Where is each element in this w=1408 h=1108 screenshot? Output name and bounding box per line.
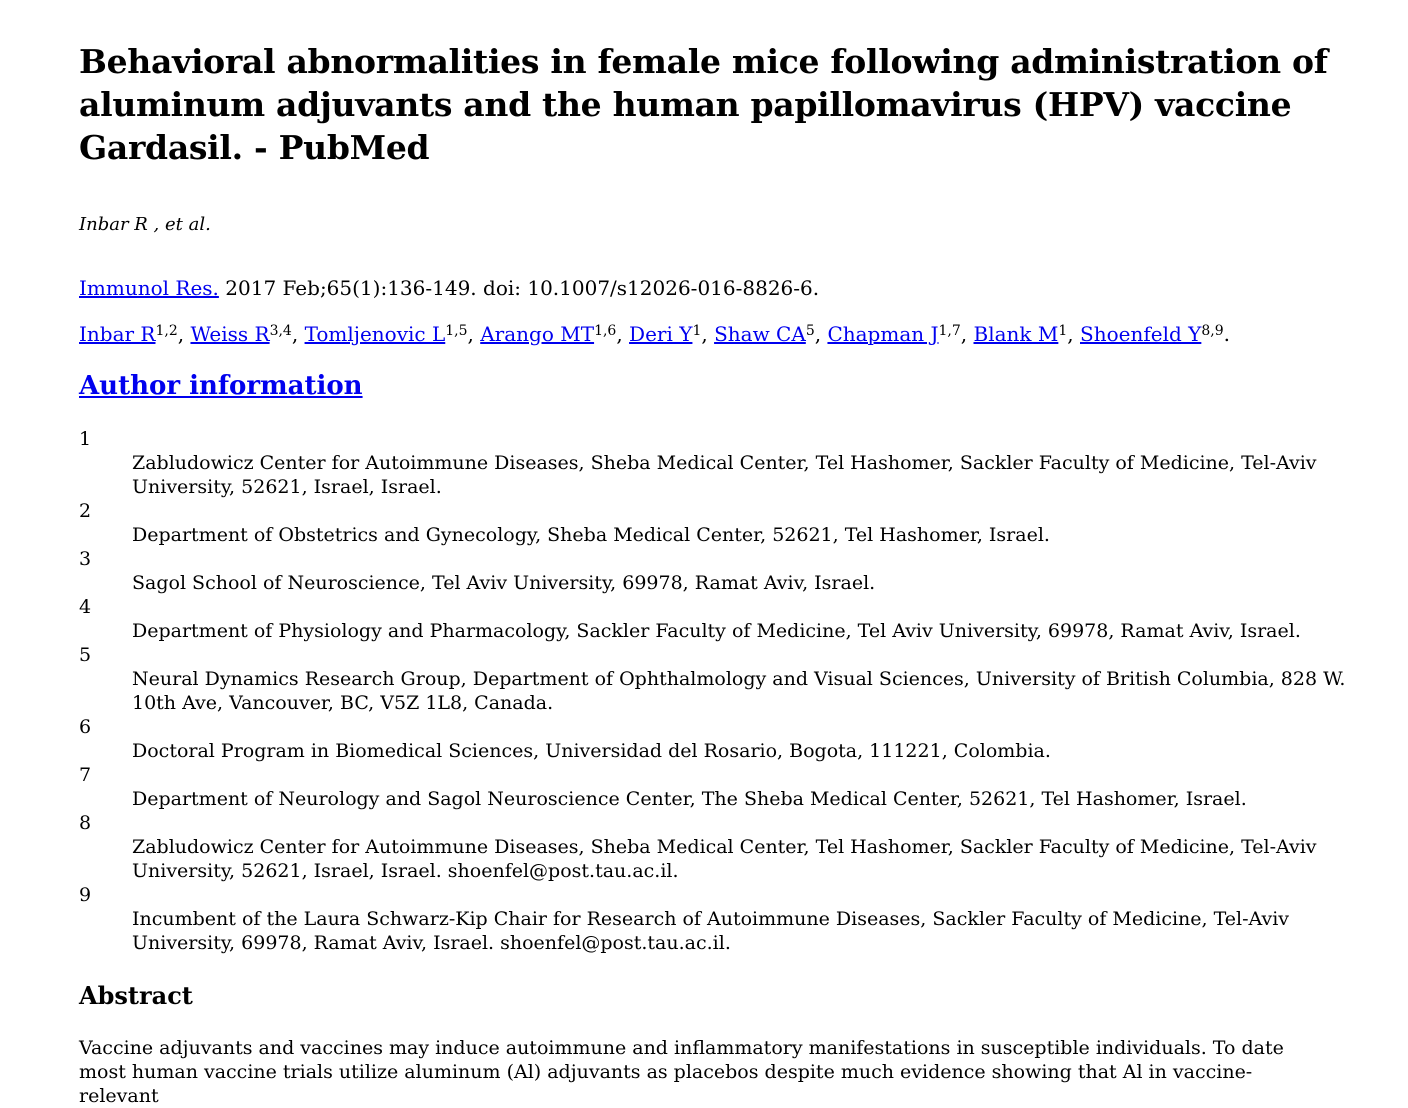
author-affil-ref: 1 — [1058, 323, 1068, 339]
affiliation-list — [79, 427, 1369, 955]
author-affil-ref: 3,4 — [269, 323, 292, 339]
affiliation-number: 8 — [79, 812, 92, 834]
affiliation-number: 9 — [79, 884, 92, 906]
citation — [79, 275, 1369, 301]
affiliation-number: 5 — [79, 644, 92, 666]
author-affil-ref: 1 — [692, 323, 702, 339]
author-link[interactable]: Chapman J — [827, 322, 939, 346]
author-information-link[interactable]: Author information — [79, 371, 363, 401]
affiliation-text: Neural Dynamics Research Group, Department of Ophthalmology and Visual Sciences, University of British Columbia, 828 W. 10th Ave, Vancouver, BC, V5Z 1L8, Canada. — [132, 668, 1346, 714]
author-list: Inbar R$^{1,2}$, Weiss R$^{3,4}$, Tomljenovic L$^{1,5}$, Arango MT$^{1,6}$, Deri $Y^1$, Shaw $CA^5$, Chapman J$^{1,7}$, Blank $M^1$, Shoenfeld Y$^{8,9}$. — [79, 322, 1230, 346]
citation-details: 2017 Feb;65(1):136-149. doi: 10.1007/s12026-016-8826-6. — [218, 276, 820, 300]
author-link[interactable]: Blank M — [973, 322, 1059, 346]
affiliation-number: 4 — [79, 596, 92, 618]
author-affil-ref: 1,5 — [445, 323, 468, 339]
journal-link[interactable]: Immunol Res. — [79, 276, 219, 300]
affiliation-number: 2 — [79, 500, 92, 522]
affiliation-text: Department of Neurology and Sagol Neuroscience Center, The Sheba Medical Center, 52621, Tel Hashomer, Israel. — [132, 788, 1247, 810]
author-affil-ref: 1,2 — [155, 323, 178, 339]
author-link[interactable]: Shoenfeld Y — [1080, 322, 1202, 346]
author-affil-ref: 8,9 — [1201, 323, 1224, 339]
article-title: Behavioral abnormalities in female mice following administration of aluminum adjuvants and the human papillomavirus (HPV) vaccine Gardasil. - PubMed — [79, 42, 1328, 167]
affiliation-text: Zabludowicz Center for Autoimmune Diseases, Sheba Medical Center, Tel Hashomer, Sackler Faculty of Medicine, Tel-Aviv University, 52621, Israel, Israel. — [132, 452, 1317, 498]
affiliation-number: 1 — [79, 428, 92, 450]
affiliation-number: 7 — [79, 764, 92, 786]
affiliation-text: Department of Physiology and Pharmacology, Sackler Faculty of Medicine, Tel Aviv University, 69978, Ramat Aviv, Israel. — [132, 620, 1301, 642]
author-link[interactable]: Arango MT — [480, 322, 595, 346]
affiliation-text: Doctoral Program in Biomedical Sciences, Universidad del Rosario, Bogota, 111221, Colombia. — [132, 740, 1051, 762]
affiliation-text: Sagol School of Neuroscience, Tel Aviv University, 69978, Ramat Aviv, Israel. — [132, 572, 876, 594]
author-link[interactable]: Shaw CA — [714, 322, 806, 346]
affiliation-text: Zabludowicz Center for Autoimmune Diseases, Sheba Medical Center, Tel Hashomer, Sackler Faculty of Medicine, Tel-Aviv University, 52621, Israel, Israel. shoenfel@post.tau.ac.il. — [132, 836, 1317, 882]
author-link[interactable]: Weiss R — [190, 322, 270, 346]
author-link[interactable]: Deri Y — [629, 322, 693, 346]
byline: Inbar R , et al. — [79, 214, 211, 235]
abstract-text: Vaccine adjuvants and vaccines may induce autoimmune and inflammatory manifestations in susceptible individuals. To date most human vaccine trials utilize aluminum (Al) adjuvants as placebos despite much evidence showing that Al in vaccine-relevant — [79, 1037, 1284, 1107]
affiliation-text: Department of Obstetrics and Gynecology, Sheba Medical Center, 52621, Tel Hashomer, Israel. — [132, 524, 1050, 546]
author-affil-ref: 1,7 — [938, 323, 961, 339]
author-link[interactable]: Inbar R — [79, 322, 156, 346]
author-affil-ref: 5 — [805, 323, 815, 339]
affiliation-text: Incumbent of the Laura Schwarz-Kip Chair for Research of Autoimmune Diseases, Sackler Faculty of Medicine, Tel-Aviv University, 69978, Ramat Aviv, Israel. shoenfel@post.tau.ac.il. — [132, 908, 1290, 954]
affiliation-number: 6 — [79, 716, 92, 738]
author-affil-ref: 1,6 — [594, 323, 617, 339]
abstract-heading: Abstract — [79, 981, 193, 1010]
author-information-toggle[interactable] — [79, 369, 1369, 403]
author-link[interactable]: Tomljenovic L — [304, 322, 446, 346]
affiliation-number: 3 — [79, 548, 92, 570]
